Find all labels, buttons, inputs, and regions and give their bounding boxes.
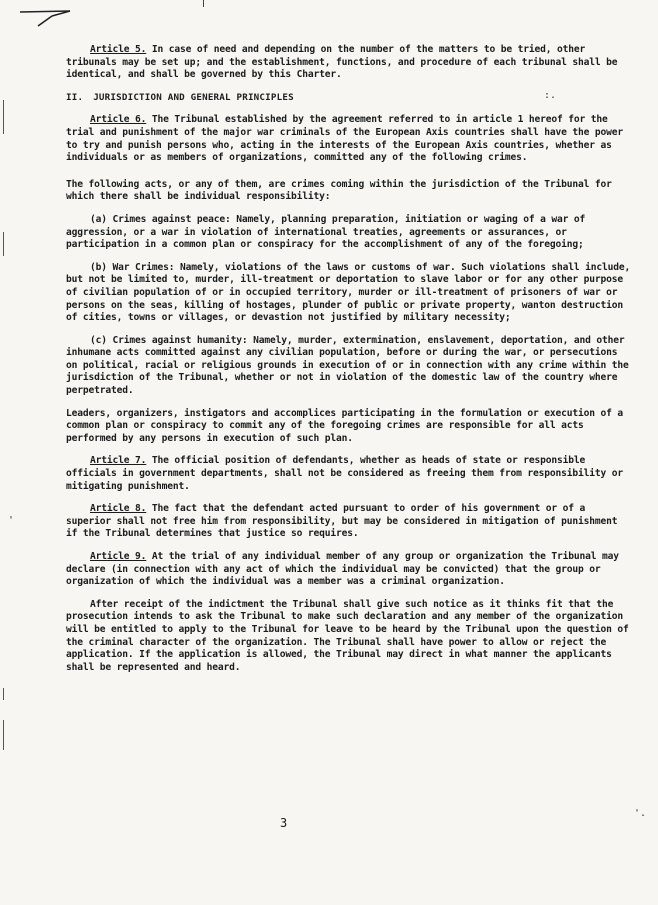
article-6-label: Article 6. (90, 114, 147, 126)
article-9-label: Article 9. (90, 551, 147, 562)
article-9-text: At the trial of any individual member of any group or organization the Tribunal may declare (in connection with any act of which the individual may be convicted) that the group or organization of which the individual was a member was a criminal organization. (66, 551, 625, 588)
section-heading (66, 92, 632, 105)
article-8-text: The fact that the defendant acted pursuant to order of his government or of a superior shall not free him from responsibility, but may be considered in mitigation of punishment if the Tribunal determines that justice so requires. (66, 503, 623, 540)
speck-mark: :. (544, 90, 557, 101)
article-6-text: The Tribunal established by the agreement referred to in article 1 hereof for the trial and punishment of the major war criminals of the European Axis countries shall have the power to try and punish persons who, acting in the interests of the European Axis countries, whether as individuals or as members of organizations, committed any of the following crimes. (66, 114, 629, 164)
speck-mark: ' (8, 515, 15, 526)
article-6 (66, 114, 632, 164)
document-body (66, 44, 636, 684)
margin-line (3, 232, 4, 256)
top-tick-mark (203, 0, 204, 7)
section-title: JURISDICTION AND GENERAL PRINCIPLES (93, 91, 294, 103)
margin-line (3, 100, 4, 134)
article-5-label: Article 5. (90, 44, 147, 55)
article-5 (66, 44, 632, 82)
margin-line (3, 720, 4, 750)
after-receipt-paragraph: After receipt of the indictment the Tribunal shall give such notice as it thinks fit that the prosecution intends to ask the Tribunal to make such declaration and any member of the organization will be entitled to apply to the Tribunal for leave to be heard by the Tribunal upon the question of the criminal character of the organization. The Tribunal shall have power to allow or reject the application. If the application is allowed, the Tribunal may direct in what manner the applicants shall be represented and heard. (66, 598, 635, 673)
page-number: 3 (280, 816, 288, 830)
leaders-paragraph: Leaders, organizers, instigators and accomplices participating in the formulation or execution of a common plan or conspiracy to commit any of the foregoing crimes are responsible for all acts performed by any persons in execution of such plan. (66, 407, 629, 444)
crimes-intro: The following acts, or any of them, are crimes coming within the jurisdiction of the Tribunal for which there shall be individual responsibility: (66, 178, 618, 203)
article-7-text: The official position of defendants, whether as heads of state or responsible officials in government departments, shall not be considered as freeing them from responsibility or mitigating punishment. (66, 455, 629, 492)
speck-mark: '. (634, 808, 647, 819)
crime-b: (b) War Crimes: Namely, violations of the laws or customs of war. Such violations shall include, but not be limited to, murder, ill-treatment or deportation to slave labor or for any other purpose of civilian population of or in occupied territory, murder or ill-treatment of prisoners of war or persons on the seas, killing of hostages, plunder of public or private property, wanton destruction of cities, towns or villages, or devastion not justified by military necessity; (66, 261, 636, 324)
article-7 (66, 455, 632, 493)
article-8 (66, 503, 632, 541)
crime-c: (c) Crimes against humanity: Namely, murder, extermination, enslavement, deportation, and other inhumane acts committed against any civilian population, before or during the war, or persecutions on political, racial or religious grounds in execution of or in connection with any crime within the jurisdiction of the Tribunal, whether or not in violation of the domestic law of the country where perpetrated. (66, 334, 635, 397)
article-9 (66, 551, 632, 589)
article-7-label: Article 7. (90, 455, 147, 467)
margin-line (3, 688, 4, 700)
article-8-label: Article 8. (90, 503, 147, 515)
article-5-text: In case of need and depending on the number of the matters to be tried, other tribunals may be set up; and the establishment, functions, and procedure of each tribunal shall be identical, and shall be governed by this Charter. (66, 44, 623, 81)
pen-stroke-mark (18, 2, 88, 32)
crime-a: (a) Crimes against peace: Namely, planning preparation, initiation or waging of a war of aggression, or a war in violation of international treaties, agreements or assurances, or participation in a common plan or conspiracy for the accomplishment of any of the foregoing; (66, 213, 591, 251)
section-number: II. (66, 91, 84, 103)
